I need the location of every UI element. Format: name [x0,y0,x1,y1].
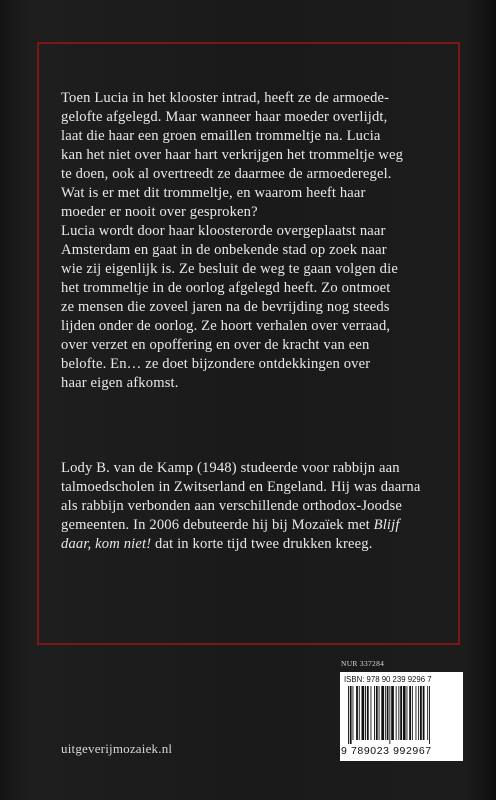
barcode-bar [391,686,394,740]
barcode-bar [420,686,422,740]
blurb-line: Toen Lucia in het klooster intrad, heeft ze de armoede- [61,90,390,106]
blurb-line: kan het niet over haar hart verkrijgen het trommeltje weg [61,147,404,163]
barcode-bar [374,686,375,740]
blurb-line: moeder er nooit over gesproken? [61,204,258,220]
barcode-bar [412,686,413,740]
publisher-website: uitgeverijmozaiek.nl [61,741,173,756]
blurb-text [61,89,433,393]
barcode-bar [396,686,397,740]
bio-text: studeerde voor rabbijn aan talmoedscholen in Zwitserland en Engeland. Hij was daarna als rabbijn verbonden aan verschillende orthodox-Joodse gemeenten. In 2006 debuteerde hij bij Mozaïek met [61,460,421,533]
barcode-bar [385,686,386,740]
barcode-bar [362,686,365,740]
barcode-bar [427,686,428,740]
author-bio [61,459,433,554]
barcode-bar [359,686,360,740]
barcode-bar [356,686,358,740]
barcode-bar [350,686,352,744]
blurb-line: belofte. En… ze doet bijzondere ontdekkingen over [61,356,371,372]
barcode-bar [418,686,419,740]
blurb-line: wie zij eigenlijk is. Ze besluit de weg te gaan volgen die [61,261,398,277]
blurb-line: haar eigen afkomst. [61,375,179,391]
barcode-bar [353,686,354,740]
isbn-number: ISBN: 978 90 239 9296 7 [344,675,432,684]
barcode-bar [389,686,390,744]
barcode-bar [400,686,402,740]
barcode-bar [381,686,384,740]
barcode-bar [398,686,399,740]
blurb-line: gelofte afgelegd. Maar wanneer haar moeder overlijdt, [61,109,388,125]
barcode-bar [367,686,369,740]
book-title: Blijf daar, kom niet! [61,517,400,552]
blurb-line: lijden onder de oorlog. Ze hoort verhalen over verraad, [61,318,391,334]
blurb-line: te doen, ook al overtreedt ze daarmee de armoederegel. [61,166,392,182]
barcode-bar [416,686,417,740]
blurb-line: het trommeltje in de oorlog afgelegd heeft. Zo ontmoet [61,280,391,296]
barcode-bar [379,686,380,740]
blurb-line: laat die haar een groen emaillen trommeltje na. Lucia [61,128,381,144]
ean-digits: 9 789023 992967 [341,745,432,757]
barcode-bar [371,686,372,740]
blurb-line: ze mensen die zoveel jaren na de bevrijding nog steeds [61,299,390,315]
barcode-bar [423,686,425,740]
blurb-paragraph-2 [61,222,433,393]
nur-code: NUR 337284 [341,659,385,668]
blurb-line: Lucia wordt door haar kloosterorde overgeplaatst naar [61,223,386,239]
barcode-bar [407,686,408,740]
blurb-line: over verzet en opoffering en over de kracht van een [61,337,370,353]
barcode-image [348,686,458,744]
blurb-line: Wat is er met dit trommeltje, en waarom heeft haar [61,185,366,201]
blurb-line: Amsterdam en gaat in de onbekende stad op zoek naar [61,242,387,258]
barcode-bar [348,686,349,744]
barcode-bar [409,686,411,740]
barcode-bar [387,686,389,740]
blurb-paragraph-1 [61,89,433,222]
barcode-bar [376,686,378,740]
barcode-bar [365,686,366,740]
bio-text-end: dat in korte tijd twee drukken kreeg. [151,536,373,552]
barcode-bar [429,686,430,744]
barcode-box [340,672,463,761]
author-name: Lody B. van de Kamp [61,460,194,476]
barcode-bar [403,686,406,740]
author-birth-year: (1948) [193,460,241,476]
